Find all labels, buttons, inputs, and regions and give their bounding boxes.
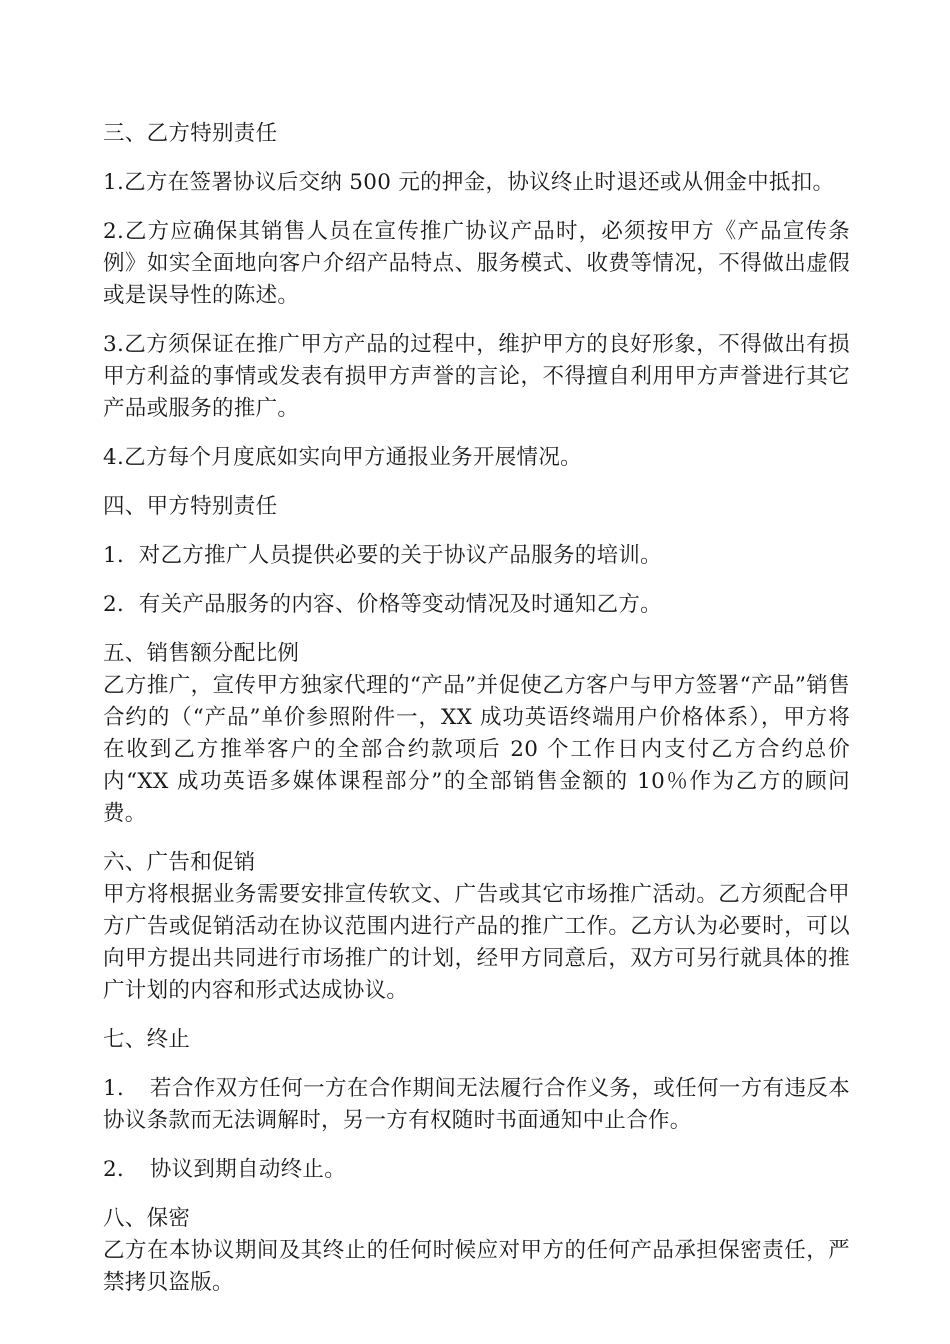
clause-7-2: 2． 协议到期自动终止。	[103, 1157, 347, 1182]
section-heading-5: 五、销售额分配比例	[103, 641, 300, 666]
clause-4-1: 1．对乙方推广人员提供必要的关于协议产品服务的培训。	[103, 543, 662, 568]
clause-6-body: 甲方将根据业务需要安排宣传软文、广告或其它市场推广活动。乙方须配合甲方广告或促销活动在协议范围内进行产品的推广工作。乙方认为必要时，可以向甲方提出共同进行市场推广的计划，经甲方同意后，双方可另行就具体的推广计划的内容和形式达成协议。	[103, 882, 850, 1003]
section-heading-4: 四、甲方特别责任	[103, 494, 278, 519]
clause-4-2: 2．有关产品服务的内容、价格等变动情况及时通知乙方。	[103, 592, 662, 617]
clause-5-body: 乙方推广，宣传甲方独家代理的“产品”并促使乙方客户与甲方签署“产品”销售合约的（“产品”单价参照附件一，XX 成功英语终端用户价格体系），甲方将在收到乙方推举客户的全部合约款项后 20 个工作日内支付乙方合约总价内“XX 成功英语多媒体课程部分”的全部销售金额的 10％作为乙方的顾问费。	[103, 673, 850, 826]
clause-7-1: 1． 若合作双方任何一方在合作期间无法履行合作义务，或任何一方有违反本协议条款而无法调解时，另一方有权随时书面通知中止合作。	[103, 1076, 850, 1133]
section-heading-8: 八、保密	[103, 1206, 191, 1231]
clause-3-3: 3.乙方须保证在推广甲方产品的过程中，维护甲方的良好形象，不得做出有损甲方利益的事情或发表有损甲方声誉的言论，不得擅自利用甲方声誉进行其它产品或服务的推广。	[103, 332, 850, 421]
clause-3-4: 4.乙方每个月度底如实向甲方通报业务开展情况。	[103, 445, 582, 470]
clause-3-2: 2.乙方应确保其销售人员在宣传推广协议产品时，必须按甲方《产品宣传条例》如实全面地向客户介绍产品特点、服务模式、收费等情况，不得做出虚假或是误导性的陈述。	[103, 219, 850, 308]
section-heading-6: 六、广告和促销	[103, 850, 256, 875]
document-page	[103, 118, 850, 1316]
clause-8-body: 乙方在本协议期间及其终止的任何时候应对甲方的任何产品承担保密责任，严禁拷贝盗版。	[103, 1238, 850, 1295]
clause-3-1: 1.乙方在签署协议后交纳 500 元的押金，协议终止时退还或从佣金中抵扣。	[103, 170, 835, 195]
section-heading-3: 三、乙方特别责任	[103, 121, 278, 146]
section-heading-7: 七、终止	[103, 1027, 191, 1052]
